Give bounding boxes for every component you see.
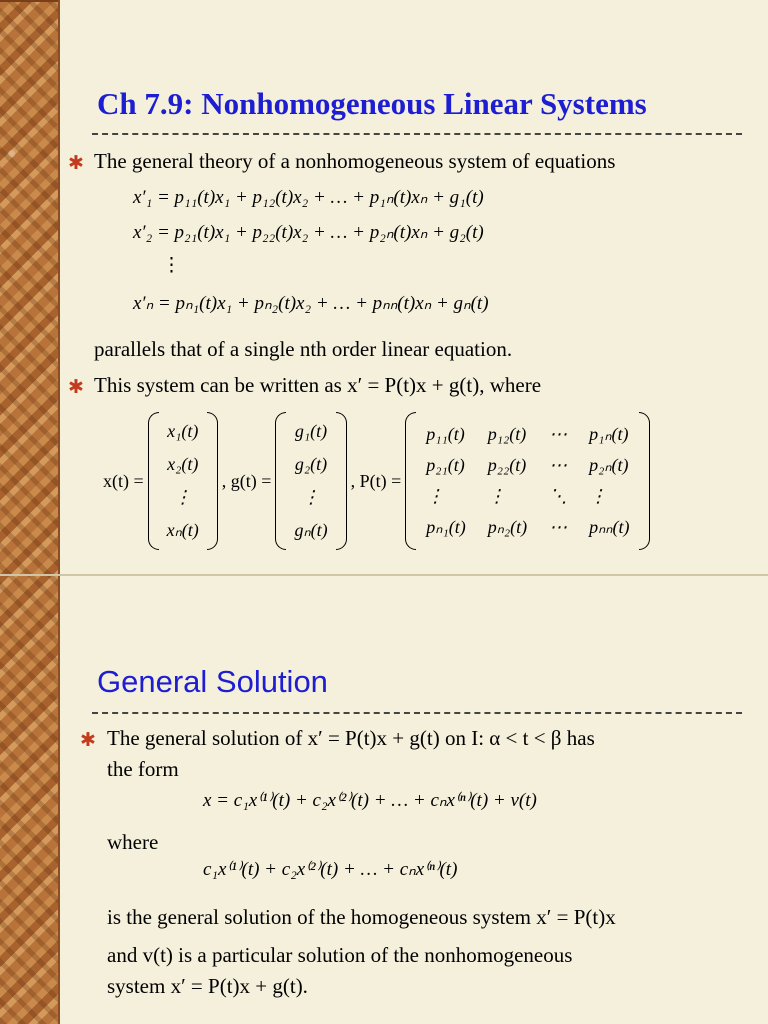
explanation-line-3: system x′ = P(t)x + g(t). — [107, 974, 308, 998]
P-entry: ⋱ — [549, 486, 568, 506]
right-paren — [336, 412, 347, 550]
P-entry: ⋮ — [487, 486, 506, 506]
where-text: where — [107, 830, 159, 854]
bullet-icon: ✱ — [80, 730, 96, 751]
P-matrix — [416, 424, 639, 538]
g-entry: ⋮ — [302, 487, 321, 507]
slide-separator-line — [0, 574, 768, 576]
title-divider — [92, 712, 742, 714]
g-entry: g₁(t) — [294, 421, 328, 441]
P-entry: p₁₁(t) — [426, 424, 465, 444]
bullet-text: The general theory of a nonhomogeneous system of equations — [94, 149, 616, 173]
P-entry: p₁₂(t) — [487, 424, 527, 444]
parallels-text: parallels that of a single nth order linear equation. — [94, 337, 513, 361]
equation-2: x′₂ = p₂₁(t)x₁ + p₂₂(t)x₂ + … + p₂ₙ(t)xₙ + g₂(t) — [133, 222, 484, 243]
right-paren — [207, 412, 218, 550]
P-entry: p₂₂(t) — [487, 455, 527, 475]
title-divider — [92, 133, 742, 135]
P-entry: ⋯ — [549, 424, 568, 444]
border-seam — [58, 0, 60, 1024]
x-entry: xₙ(t) — [166, 520, 199, 540]
bullet-text-cont: the form — [107, 757, 179, 781]
bullet-text: The general solution of x′ = P(t)x + g(t) on I: α < t < β has — [107, 726, 595, 750]
equation-n: x′ₙ = pₙ₁(t)x₁ + pₙ₂(t)x₂ + … + pₙₙ(t)xₙ + gₙ(t) — [133, 293, 489, 314]
P-entry: p₁ₙ(t) — [589, 424, 629, 444]
bullet-icon: ✱ — [68, 153, 84, 174]
slide-title: General Solution — [97, 664, 328, 699]
explanation-line-1: is the general solution of the homogeneous system x′ = P(t)x — [107, 905, 616, 929]
bullet-icon: ✱ — [68, 377, 84, 398]
left-paren — [275, 412, 286, 550]
x-vector — [159, 421, 207, 541]
x-entry: x₂(t) — [167, 454, 199, 474]
P-entry: pₙ₂(t) — [487, 517, 528, 537]
left-paren — [148, 412, 159, 550]
equation-1: x′₁ = p₁₁(t)x₁ + p₁₂(t)x₂ + … + p₁ₙ(t)xₙ + g₁(t) — [133, 187, 484, 208]
g-entry: gₙ(t) — [294, 520, 328, 540]
homogeneous-solution-equation: c₁x⁽¹⁾(t) + c₂x⁽²⁾(t) + … + cₙx⁽ⁿ⁾(t) — [203, 859, 458, 880]
P-entry: pₙ₁(t) — [426, 517, 466, 537]
right-paren — [639, 412, 650, 550]
P-entry: ⋮ — [589, 486, 608, 506]
g-entry: g₂(t) — [294, 454, 328, 474]
leather-border — [0, 0, 58, 1024]
border-edge — [0, 0, 58, 2]
P-entry: ⋮ — [426, 486, 445, 506]
explanation-line-2: and v(t) is a particular solution of the nonhomogeneous — [107, 943, 573, 967]
x-entry: ⋮ — [173, 487, 192, 507]
P-entry: pₙₙ(t) — [589, 517, 630, 537]
P-entry: p₂₁(t) — [426, 455, 465, 475]
vector-definitions — [103, 412, 650, 550]
slide-title: Ch 7.9: Nonhomogeneous Linear Systems — [97, 86, 647, 121]
general-solution-equation: x = c₁x⁽¹⁾(t) + c₂x⁽²⁾(t) + … + cₙx⁽ⁿ⁾(t) + v(t) — [203, 790, 537, 811]
P-entry: ⋯ — [549, 455, 568, 475]
bullet-text: This system can be written as x′ = P(t)x + g(t), where — [94, 373, 542, 397]
left-paren — [405, 412, 416, 550]
P-lhs: , P(t) = — [350, 470, 402, 491]
P-entry: ⋯ — [549, 517, 568, 537]
P-entry: p₂ₙ(t) — [589, 455, 629, 475]
x-lhs: x(t) = — [103, 470, 144, 491]
g-lhs: , g(t) = — [221, 470, 272, 491]
vdots: ⋮ — [162, 255, 181, 276]
x-entry: x₁(t) — [167, 421, 199, 441]
g-vector — [286, 421, 335, 541]
